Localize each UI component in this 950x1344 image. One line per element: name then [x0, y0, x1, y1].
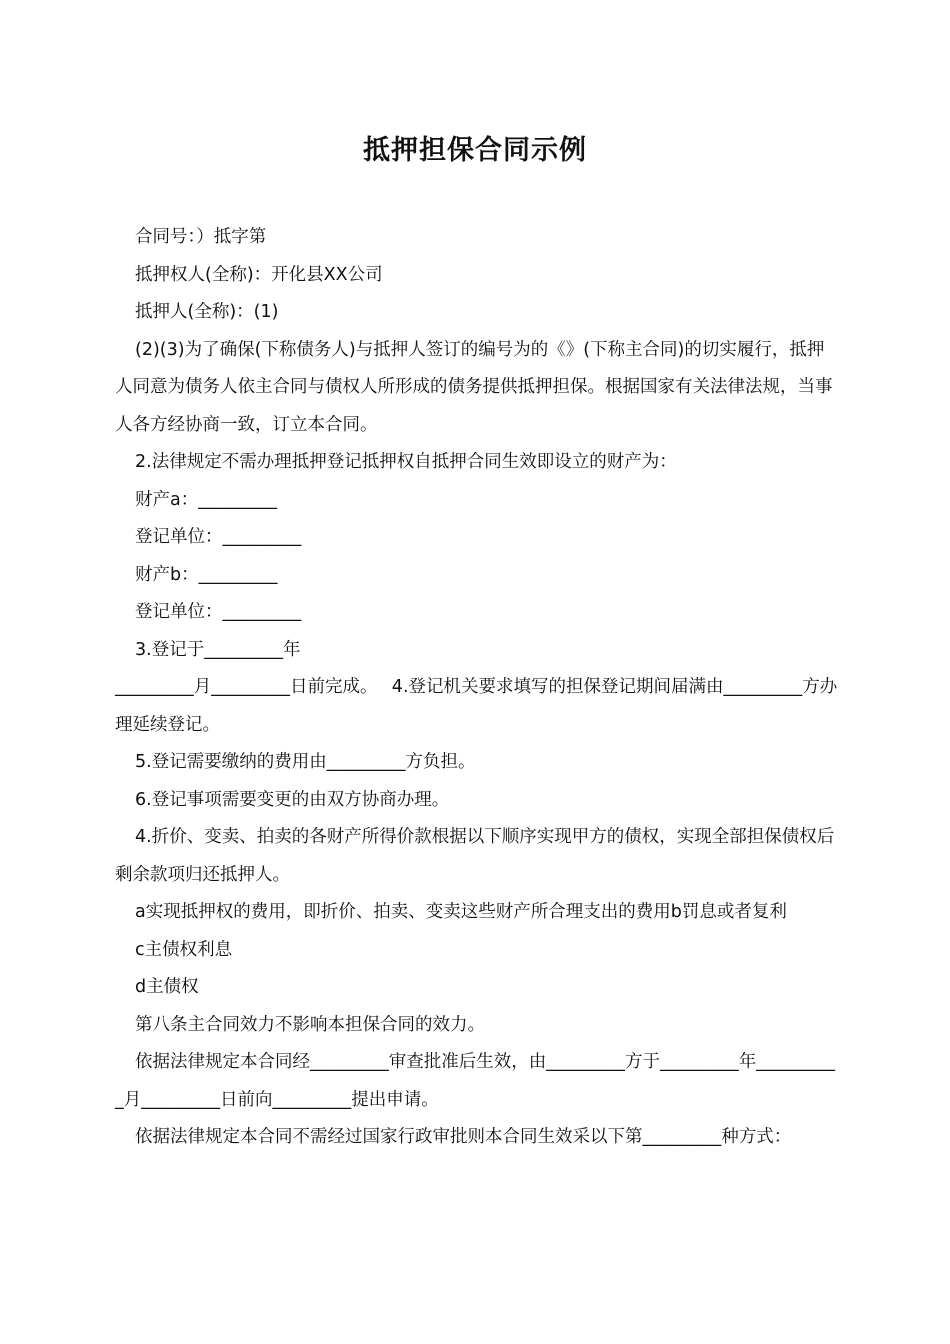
mortgagee-line: 抵押权人(全称)：开化县XX公司 — [135, 264, 383, 285]
item-c: c主债权利息 — [135, 939, 233, 960]
mortgagor-line: 抵押人(全称)：(1) — [135, 302, 279, 322]
clause-6: 6.登记事项需要变更的由双方协商办理。 — [135, 789, 450, 810]
property-b: 财产b：_________ — [135, 564, 278, 585]
document-title: 抵押担保合同示例 — [363, 135, 587, 166]
item-d: d主债权 — [135, 977, 199, 997]
clause-5: 5.登记需要缴纳的费用由_________方负担。 — [135, 752, 476, 772]
preamble-paragraph: (2)(3)为了确保(下称债务人)与抵押人签订的编号为的《》(下称主合同)的切实履行，抵押人同意为债务人依主合同与债权人所形成的债务提供抵押担保。根据国家有关法律法规，当事人各方经协商一致，订立本合同。 — [115, 339, 833, 435]
effectiveness-clause: 依据法律规定本合同不需经过国家行政审批则本合同生效采以下第_________种方式： — [135, 1127, 792, 1147]
clause-3: 3.登记于_________年 — [135, 639, 301, 660]
document-body — [115, 219, 841, 1157]
item-a: a实现抵押权的费用，即折价、拍卖、变卖这些财产所合理支出的费用b罚息或者复利 — [135, 902, 787, 922]
contract-number: 合同号：）抵字第 — [135, 227, 267, 247]
clause-3-continued: _________月_________日前完成。 4.登记机关要求填写的担保登记期间届满由_________方办理延续登记。 — [115, 677, 838, 735]
clause-4-order: 4.折价、变卖、拍卖的各财产所得价款根据以下顺序实现甲方的债权，实现全部担保债权后剩余款项归还抵押人。 — [115, 827, 835, 885]
registration-unit-b: 登记单位：_________ — [135, 602, 302, 622]
registration-unit-a: 登记单位：_________ — [135, 527, 302, 547]
property-a: 财产a：_________ — [135, 489, 277, 510]
approval-clause: 依据法律规定本合同经_________审查批准后生效，由_________方于_________年__________月_________日前向_________提出申请。 — [115, 1052, 835, 1110]
article-8: 第八条主合同效力不影响本担保合同的效力。 — [135, 1014, 485, 1035]
clause-2: 2.法律规定不需办理抵押登记抵押权自抵押合同生效即设立的财产为： — [135, 452, 677, 472]
